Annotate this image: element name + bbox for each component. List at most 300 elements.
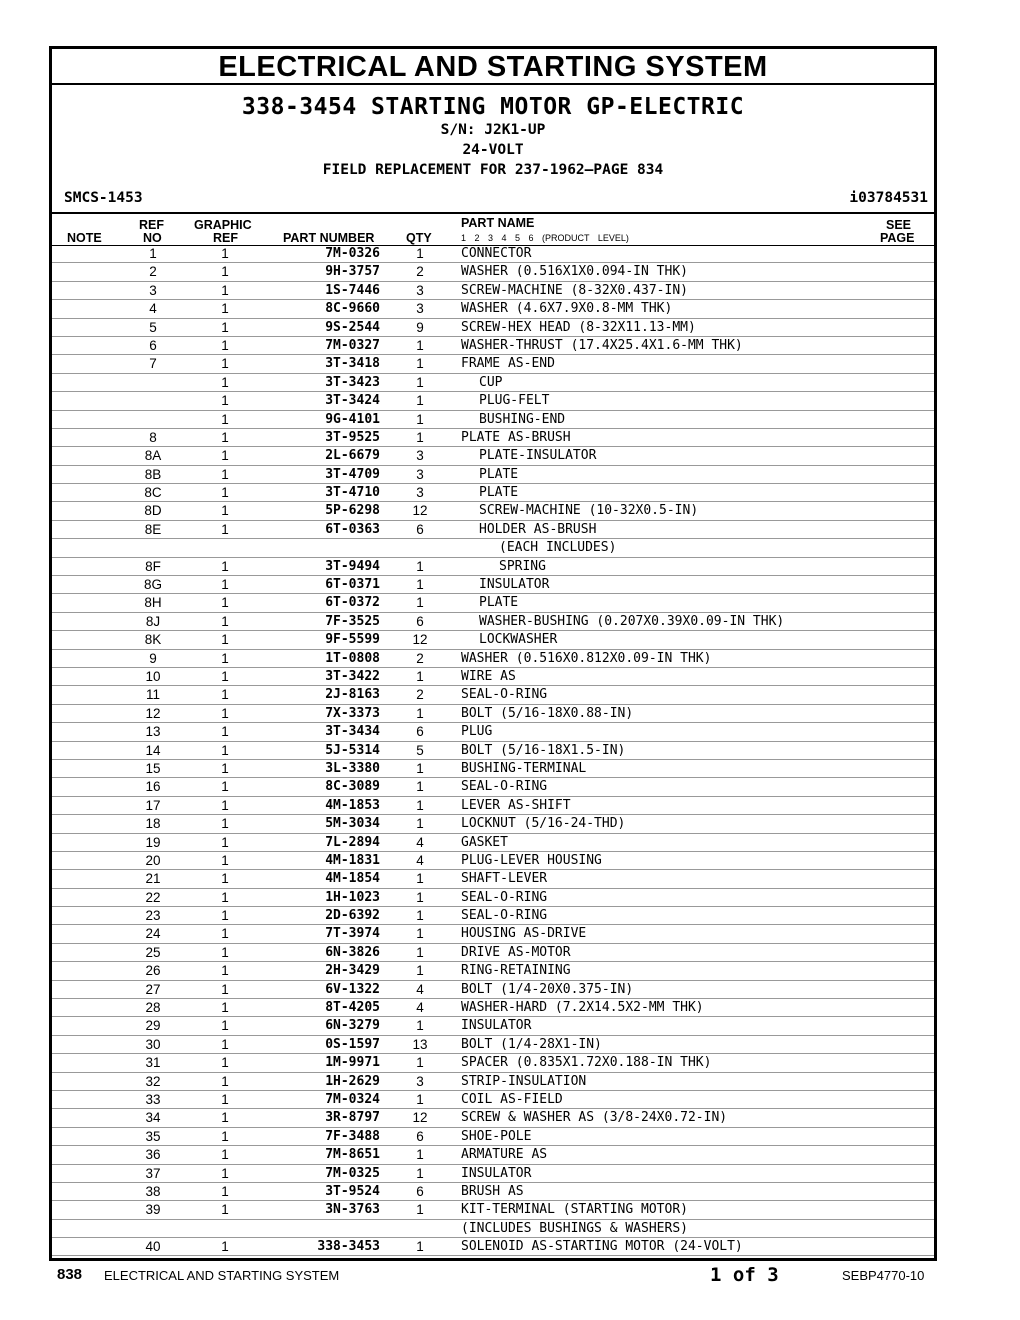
ref-no-cell: 34	[145, 1110, 161, 1126]
graphic-ref-cell: 1	[221, 577, 229, 593]
ref-no-cell: 21	[145, 871, 161, 887]
part-name-cell: BOLT (1/4-20X0.375-IN)	[461, 981, 634, 997]
part-number-cell: 9S-2544	[325, 319, 380, 335]
part-number-cell: 7M-0326	[325, 246, 380, 261]
table-row	[52, 429, 934, 447]
qty-cell: 2	[416, 687, 424, 703]
part-name-cell: BOLT (1/4-28X1-IN)	[461, 1036, 602, 1052]
part-name-cell: FRAME AS-END	[461, 356, 555, 372]
qty-cell: 1	[416, 889, 424, 905]
graphic-ref-cell: 1	[221, 1239, 229, 1255]
footer-doc-number: SEBP4770-10	[842, 1268, 925, 1283]
ref-no-cell: 27	[145, 981, 161, 997]
part-name-cell: PLATE	[479, 466, 519, 482]
qty-cell: 1	[416, 760, 424, 776]
part-number-cell: 3T-3424	[325, 393, 380, 409]
table-row	[52, 300, 934, 318]
part-number-cell: 6N-3826	[325, 944, 380, 960]
graphic-ref-cell: 1	[221, 503, 229, 519]
qty-cell: 1	[416, 944, 424, 960]
ref-no-cell: 1	[149, 246, 157, 261]
graphic-ref-cell: 1	[221, 1202, 229, 1218]
part-number-cell: 3T-3418	[325, 356, 380, 372]
graphic-ref-cell: 1	[221, 301, 229, 317]
table-row	[52, 760, 934, 778]
part-number-cell: 5M-3034	[325, 816, 380, 832]
table-row	[52, 484, 934, 502]
part-name-cell: SHOE-POLE	[461, 1128, 532, 1144]
part-name-cell: LEVER AS-SHIFT	[461, 797, 571, 813]
table-row	[52, 723, 934, 741]
graphic-ref-cell: 1	[221, 926, 229, 942]
graphic-ref-cell: 1	[221, 1000, 229, 1016]
table-row	[52, 411, 934, 429]
table-row	[52, 558, 934, 576]
ref-no-cell: 2	[149, 264, 157, 280]
part-name-cell: SCREW-HEX HEAD (8-32X11.13-MM)	[461, 319, 696, 335]
table-row	[52, 815, 934, 833]
part-name-cell: SPRING	[499, 558, 546, 574]
ref-no-cell: 33	[145, 1091, 161, 1107]
part-number-cell: 1H-2629	[325, 1073, 380, 1089]
part-number-cell: 6N-3279	[325, 1018, 380, 1034]
part-name-cell: WIRE AS	[461, 668, 516, 684]
ref-no-cell: 35	[145, 1128, 161, 1144]
qty-cell: 3	[416, 466, 424, 482]
graphic-ref-cell: 1	[221, 246, 229, 261]
part-name-cell: WASHER-THRUST (17.4X25.4X1.6-MM THK)	[461, 337, 743, 353]
part-name-cell: PLUG	[461, 724, 493, 740]
qty-cell: 6	[416, 1128, 424, 1144]
part-number-cell: 2D-6392	[325, 908, 380, 924]
qty-cell: 1	[416, 356, 424, 372]
qty-cell: 1	[416, 779, 424, 795]
part-name-cell: WASHER (0.516X1X0.094-IN THK)	[461, 264, 688, 280]
qty-cell: 1	[416, 577, 424, 593]
table-row	[52, 925, 934, 943]
illustration-id: i03784531	[849, 190, 928, 206]
part-name-cell: SEAL-O-RING	[461, 779, 548, 795]
header-see-top: SEE	[886, 218, 912, 232]
ref-no-cell: 8D	[144, 503, 162, 519]
table-row	[52, 834, 934, 852]
part-name-cell: SEAL-O-RING	[461, 908, 548, 924]
qty-cell: 3	[416, 1073, 424, 1089]
ref-no-cell: 8E	[144, 521, 162, 537]
part-number-cell: 3T-3434	[325, 724, 380, 740]
part-number-cell: 4M-1854	[325, 871, 380, 887]
serial-range: S/N: J2K1-UP	[440, 122, 546, 138]
part-name-cell: SCREW & WASHER AS (3/8-24X0.72-IN)	[461, 1110, 728, 1126]
part-name-cell: (EACH INCLUDES)	[499, 540, 617, 556]
part-number-cell: 9G-4101	[325, 411, 380, 427]
table-row	[52, 650, 934, 668]
ref-no-cell: 29	[145, 1018, 161, 1034]
graphic-ref-cell: 1	[221, 485, 229, 501]
ref-no-cell: 8F	[145, 558, 161, 574]
field-replacement-note: FIELD REPLACEMENT FOR 237-1962—PAGE 834	[322, 162, 664, 178]
qty-cell: 4	[416, 981, 424, 997]
ref-no-cell: 25	[145, 944, 161, 960]
header-part-name: PART NAME	[461, 216, 535, 230]
table-row	[52, 668, 934, 686]
qty-cell: 12	[412, 632, 428, 648]
qty-cell: 3	[416, 282, 424, 298]
header-see-bottom: PAGE	[880, 231, 915, 245]
table-row	[52, 539, 934, 557]
part-number-cell: 7T-3974	[325, 926, 380, 942]
ref-no-cell: 16	[145, 779, 161, 795]
graphic-ref-cell: 1	[221, 337, 229, 353]
parts-list-frame	[49, 46, 937, 1261]
header-ref-top: REF	[139, 218, 164, 232]
part-number-cell: 7X-3373	[325, 705, 380, 721]
qty-cell: 1	[416, 908, 424, 924]
qty-cell: 13	[412, 1036, 428, 1052]
header-graphic-bottom: REF	[213, 231, 238, 245]
part-number-cell: 1M-9971	[325, 1055, 380, 1071]
part-name-cell: COIL AS-FIELD	[461, 1091, 563, 1107]
ref-no-cell: 8J	[145, 613, 161, 629]
table-row	[52, 1201, 934, 1219]
graphic-ref-cell: 1	[221, 1073, 229, 1089]
page-title: ELECTRICAL AND STARTING SYSTEM	[52, 49, 934, 85]
table-row	[52, 282, 934, 300]
part-name-cell: WASHER (0.516X0.812X0.09-IN THK)	[461, 650, 712, 666]
qty-cell: 1	[416, 1147, 424, 1163]
part-number-cell: 9F-5599	[325, 632, 380, 648]
table-row	[52, 1183, 934, 1201]
table-row	[52, 631, 934, 649]
graphic-ref-cell: 1	[221, 429, 229, 445]
table-row	[52, 355, 934, 373]
table-row	[52, 999, 934, 1017]
graphic-ref-cell: 1	[221, 411, 229, 427]
qty-cell: 1	[416, 871, 424, 887]
graphic-ref-cell: 1	[221, 558, 229, 574]
part-name-cell: LOCKWASHER	[479, 632, 558, 648]
part-number-cell: 6T-0372	[325, 595, 380, 611]
ref-no-cell: 40	[145, 1239, 161, 1255]
qty-cell: 1	[416, 705, 424, 721]
part-number-cell: 2J-8163	[325, 687, 380, 703]
header-product-levels: 1 2 3 4 5 6 (PRODUCT LEVEL)	[461, 233, 629, 243]
ref-no-cell: 11	[145, 687, 160, 703]
part-name-cell: SEAL-O-RING	[461, 687, 548, 703]
part-number-cell: 338-3453	[317, 1239, 380, 1255]
part-number-cell: 6V-1322	[325, 981, 380, 997]
table-row	[52, 466, 934, 484]
graphic-ref-cell: 1	[221, 1055, 229, 1071]
ref-no-cell: 17	[145, 797, 161, 813]
part-number-cell: 9H-3757	[325, 264, 380, 280]
ref-no-cell: 30	[145, 1036, 161, 1052]
qty-cell: 1	[416, 393, 424, 409]
part-name-cell: INSULATOR	[461, 1165, 532, 1181]
part-name-cell: GASKET	[461, 834, 508, 850]
table-row	[52, 1128, 934, 1146]
qty-cell: 6	[416, 724, 424, 740]
header-note: NOTE	[67, 231, 102, 245]
table-row	[52, 1238, 934, 1256]
qty-cell: 1	[416, 797, 424, 813]
part-name-cell: SCREW-MACHINE (10-32X0.5-IN)	[479, 503, 699, 519]
header-ref-bottom: NO	[143, 231, 162, 245]
ref-no-cell: 9	[149, 650, 157, 666]
part-number-cell: 3N-3763	[325, 1202, 380, 1218]
table-row	[52, 1165, 934, 1183]
graphic-ref-cell: 1	[221, 963, 229, 979]
graphic-ref-cell: 1	[221, 632, 229, 648]
ref-no-cell: 18	[145, 816, 161, 832]
part-number-cell: 4M-1853	[325, 797, 380, 813]
table-row	[52, 319, 934, 337]
graphic-ref-cell: 1	[221, 466, 229, 482]
part-number-cell: 7F-3525	[325, 613, 380, 629]
graphic-ref-cell: 1	[221, 319, 229, 335]
graphic-ref-cell: 1	[221, 687, 229, 703]
part-name-cell: BOLT (5/16-18X0.88-IN)	[461, 705, 634, 721]
part-name-cell: DRIVE AS-MOTOR	[461, 944, 571, 960]
graphic-ref-cell: 1	[221, 356, 229, 372]
footer-section: ELECTRICAL AND STARTING SYSTEM	[104, 1268, 340, 1283]
table-row	[52, 1017, 934, 1035]
graphic-ref-cell: 1	[221, 521, 229, 537]
table-row	[52, 889, 934, 907]
part-number-cell: 7M-0325	[325, 1165, 380, 1181]
qty-cell: 6	[416, 613, 424, 629]
ref-no-cell: 36	[145, 1147, 161, 1163]
qty-cell: 9	[416, 319, 424, 335]
qty-cell: 1	[416, 668, 424, 684]
table-row	[52, 1054, 934, 1072]
qty-cell: 6	[416, 1183, 424, 1199]
ref-no-cell: 26	[145, 963, 161, 979]
ref-no-cell: 13	[145, 724, 161, 740]
footer-page-of: 1 of 3	[710, 1264, 779, 1286]
graphic-ref-cell: 1	[221, 374, 229, 390]
graphic-ref-cell: 1	[221, 1183, 229, 1199]
graphic-ref-cell: 1	[221, 1018, 229, 1034]
ref-no-cell: 19	[145, 834, 161, 850]
part-number-cell: 7M-0327	[325, 337, 380, 353]
graphic-ref-cell: 1	[221, 595, 229, 611]
part-number-cell: 8T-4205	[325, 1000, 380, 1016]
table-row	[52, 263, 934, 281]
ref-no-cell: 8G	[143, 577, 162, 593]
part-name-cell: SEAL-O-RING	[461, 889, 548, 905]
graphic-ref-cell: 1	[221, 742, 229, 758]
ref-no-cell: 3	[149, 282, 157, 298]
table-header	[52, 212, 934, 246]
qty-cell: 1	[416, 1202, 424, 1218]
graphic-ref-cell: 1	[221, 668, 229, 684]
table-row	[52, 686, 934, 704]
part-name-cell: SHAFT-LEVER	[461, 871, 548, 887]
table-row	[52, 778, 934, 796]
table-row	[52, 1220, 934, 1238]
part-number-cell: 3T-9524	[325, 1183, 380, 1199]
part-name-cell: BRUSH AS	[461, 1183, 524, 1199]
table-row	[52, 907, 934, 925]
part-name-cell: PLUG-LEVER HOUSING	[461, 852, 602, 868]
part-number-cell: 1T-0808	[325, 650, 380, 666]
part-name-cell: WASHER-BUSHING (0.207X0.39X0.09-IN THK)	[479, 613, 785, 629]
header-part-number: PART NUMBER	[283, 231, 375, 245]
graphic-ref-cell: 1	[221, 797, 229, 813]
part-name-cell: CUP	[479, 374, 503, 390]
qty-cell: 1	[416, 1018, 424, 1034]
qty-cell: 4	[416, 852, 424, 868]
qty-cell: 3	[416, 485, 424, 501]
part-name-cell: HOUSING AS-DRIVE	[461, 926, 587, 942]
ref-no-cell: 8H	[144, 595, 162, 611]
qty-cell: 3	[416, 448, 424, 464]
ref-no-cell: 8C	[144, 485, 162, 501]
part-name-cell: PLATE AS-BRUSH	[461, 429, 571, 445]
graphic-ref-cell: 1	[221, 779, 229, 795]
qty-cell: 1	[416, 1239, 424, 1255]
graphic-ref-cell: 1	[221, 1091, 229, 1107]
part-name-cell: INSULATOR	[461, 1018, 532, 1034]
part-number-cell: 3T-4709	[325, 466, 380, 482]
graphic-ref-cell: 1	[221, 834, 229, 850]
ref-no-cell: 15	[145, 760, 161, 776]
ref-no-cell: 23	[145, 908, 161, 924]
part-name-cell: SPACER (0.835X1.72X0.188-IN THK)	[461, 1055, 712, 1071]
part-number-cell: 0S-1597	[325, 1036, 380, 1052]
part-name-cell: HOLDER AS-BRUSH	[479, 521, 597, 537]
part-name-cell: WASHER (4.6X7.9X0.8-MM THK)	[461, 301, 673, 317]
graphic-ref-cell: 1	[221, 816, 229, 832]
graphic-ref-cell: 1	[221, 1110, 229, 1126]
graphic-ref-cell: 1	[221, 282, 229, 298]
part-number-cell: 2L-6679	[325, 448, 380, 464]
table-row	[52, 1109, 934, 1127]
table-row	[52, 1146, 934, 1164]
graphic-ref-cell: 1	[221, 981, 229, 997]
qty-cell: 2	[416, 650, 424, 666]
graphic-ref-cell: 1	[221, 1036, 229, 1052]
part-number-cell: 4M-1831	[325, 852, 380, 868]
qty-cell: 3	[416, 301, 424, 317]
qty-cell: 1	[416, 337, 424, 353]
qty-cell: 1	[416, 411, 424, 427]
part-name-cell: WASHER-HARD (7.2X14.5X2-MM THK)	[461, 1000, 704, 1016]
part-number-cell: 7M-8651	[325, 1147, 380, 1163]
qty-cell: 12	[412, 1110, 428, 1126]
part-name-cell: INSULATOR	[479, 577, 550, 593]
footer-page-number: 838	[57, 1266, 83, 1283]
qty-cell: 1	[416, 1055, 424, 1071]
part-number-cell: 3L-3380	[325, 760, 380, 776]
ref-no-cell: 32	[145, 1073, 161, 1089]
part-number-cell: 5J-5314	[325, 742, 380, 758]
graphic-ref-cell: 1	[221, 393, 229, 409]
table-row	[52, 944, 934, 962]
graphic-ref-cell: 1	[221, 760, 229, 776]
graphic-ref-cell: 1	[221, 889, 229, 905]
ref-no-cell: 28	[145, 1000, 161, 1016]
qty-cell: 1	[416, 963, 424, 979]
table-row	[52, 337, 934, 355]
ref-no-cell: 22	[145, 889, 161, 905]
table-row	[52, 447, 934, 465]
part-name-cell: SCREW-MACHINE (8-32X0.437-IN)	[461, 282, 688, 298]
part-number-cell: 7M-0324	[325, 1091, 380, 1107]
header-qty: QTY	[406, 231, 432, 245]
part-number-cell: 6T-0371	[325, 577, 380, 593]
ref-no-cell: 8K	[144, 632, 162, 648]
table-row	[52, 1036, 934, 1054]
ref-no-cell: 37	[145, 1165, 161, 1181]
qty-cell: 6	[416, 521, 424, 537]
part-name-cell: ARMATURE AS	[461, 1147, 548, 1163]
table-row	[52, 705, 934, 723]
table-row	[52, 392, 934, 410]
graphic-ref-cell: 1	[221, 871, 229, 887]
part-number-cell: 8C-3089	[325, 779, 380, 795]
ref-no-cell: 6	[149, 337, 157, 353]
part-name-cell: BUSHING-TERMINAL	[461, 760, 587, 776]
part-number-cell: 3T-9494	[325, 558, 380, 574]
part-number-cell: 3T-4710	[325, 485, 380, 501]
graphic-ref-cell: 1	[221, 944, 229, 960]
part-name-cell: SOLENOID AS-STARTING MOTOR (24-VOLT)	[461, 1239, 743, 1255]
table-row	[52, 576, 934, 594]
part-name-cell: KIT-TERMINAL (STARTING MOTOR)	[461, 1202, 688, 1218]
part-number-cell: 7L-2894	[325, 834, 380, 850]
graphic-ref-cell: 1	[221, 264, 229, 280]
part-number-cell: 3R-8797	[325, 1110, 380, 1126]
graphic-ref-cell: 1	[221, 1147, 229, 1163]
table-row	[52, 742, 934, 760]
graphic-ref-cell: 1	[221, 1128, 229, 1144]
graphic-ref-cell: 1	[221, 1165, 229, 1181]
ref-no-cell: 20	[145, 852, 161, 868]
qty-cell: 1	[416, 246, 424, 261]
part-number-cell: 2H-3429	[325, 963, 380, 979]
part-number-cell: 3T-9525	[325, 429, 380, 445]
ref-no-cell: 12	[145, 705, 161, 721]
group-title: 338-3454 STARTING MOTOR GP-ELECTRIC	[241, 94, 745, 120]
graphic-ref-cell: 1	[221, 448, 229, 464]
graphic-ref-cell: 1	[221, 650, 229, 666]
graphic-ref-cell: 1	[221, 705, 229, 721]
ref-no-cell: 5	[149, 319, 157, 335]
smcs-code: SMCS-1453	[64, 190, 143, 206]
qty-cell: 12	[412, 503, 428, 519]
qty-cell: 1	[416, 926, 424, 942]
qty-cell: 1	[416, 1091, 424, 1107]
table-row	[52, 374, 934, 392]
ref-no-cell: 10	[145, 668, 161, 684]
part-number-cell: 1H-1023	[325, 889, 380, 905]
qty-cell: 5	[416, 742, 424, 758]
qty-cell: 1	[416, 816, 424, 832]
table-row	[52, 852, 934, 870]
graphic-ref-cell: 1	[221, 852, 229, 868]
ref-no-cell: 4	[149, 301, 157, 317]
qty-cell: 4	[416, 834, 424, 850]
ref-no-cell: 8	[149, 429, 157, 445]
table-row	[52, 962, 934, 980]
qty-cell: 1	[416, 1165, 424, 1181]
ref-no-cell: 38	[145, 1183, 161, 1199]
ref-no-cell: 39	[145, 1202, 161, 1218]
table-row	[52, 981, 934, 999]
ref-no-cell: 31	[145, 1055, 161, 1071]
